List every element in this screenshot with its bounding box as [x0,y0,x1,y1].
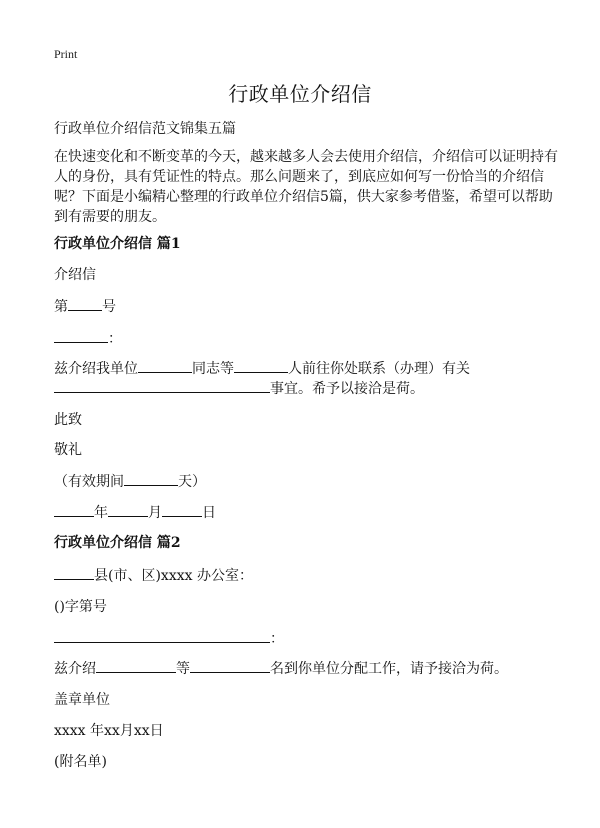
attachment-note: (附名单) [54,754,107,770]
closing-regards: 敬礼 [54,442,82,458]
validity-prefix: （有效期间 [54,474,124,490]
letter-body-line-2 [54,378,424,399]
document-subtitle: 行政单位介绍信范文锦集五篇 [54,121,236,137]
office-suffix: 县(市、区)xxxx 办公室： [94,568,253,584]
reference-number-line: ()字第号 [54,599,107,615]
date-month: 月 [148,505,162,521]
number-blank [68,296,102,311]
date-line [54,502,216,523]
count-blank [234,358,288,373]
year-blank [54,502,94,517]
office-line [54,565,253,586]
body2-prefix: 兹介绍 [54,661,96,677]
matter-blank [54,378,270,393]
page-title: 行政单位介绍信 [228,82,372,106]
print-link[interactable]: Print [54,47,78,61]
name-blank [96,658,176,673]
addressee-line [54,328,122,349]
letter-label: 介绍信 [54,267,96,283]
addressee-line-2 [54,628,284,649]
intro-line: 人的身份，具有凭证性的特点。那么问题来了，到底应如何写一份恰当的介绍信 [54,169,544,185]
body2-mid: 等 [176,661,190,677]
body-mid1: 同志等 [192,361,234,377]
section-heading-2: 行政单位介绍信 篇2 [54,535,181,551]
month-blank [108,502,148,517]
letter2-date: xxxx 年xx月xx日 [54,723,164,739]
closing-salutation: 此致 [54,412,82,428]
intro-line: 在快速变化和不断变革的今天，越来越多人会去使用介绍信，介绍信可以证明持有 [54,149,558,165]
section-heading-1: 行政单位介绍信 篇1 [54,236,181,252]
intro-paragraph [54,147,558,227]
letter-number-line [54,296,116,317]
date-year: 年 [94,505,108,521]
number-of-people-blank [190,658,270,673]
addressee-blank-2 [54,628,270,643]
letter-body-line-1 [54,358,470,379]
validity-blank [124,471,178,486]
validity-suffix: 天） [178,474,206,490]
unit-blank [138,358,192,373]
intro-line: 到有需要的朋友。 [54,209,166,225]
letter2-body-line [54,658,508,679]
intro-line: 呢？下面是小编精心整理的行政单位介绍信5篇，供大家参考借鉴，希望可以帮助 [54,189,553,205]
body-prefix: 兹介绍我单位 [54,361,138,377]
body-line2-suffix: 事宜。希予以接洽是荷。 [270,381,424,397]
body2-suffix: 名到你单位分配工作，请予接洽为荷。 [270,661,508,677]
number-prefix: 第 [54,299,68,315]
addressee-blank [54,328,108,343]
number-suffix: 号 [102,299,116,315]
validity-line [54,471,206,492]
seal-unit: 盖章单位 [54,692,110,708]
addressee-colon: ： [108,331,122,347]
addressee-colon-2: ： [270,631,284,647]
county-blank [54,565,94,580]
date-day: 日 [202,505,216,521]
day-blank [162,502,202,517]
body-mid2: 人前往你处联系（办理）有关 [288,361,470,377]
